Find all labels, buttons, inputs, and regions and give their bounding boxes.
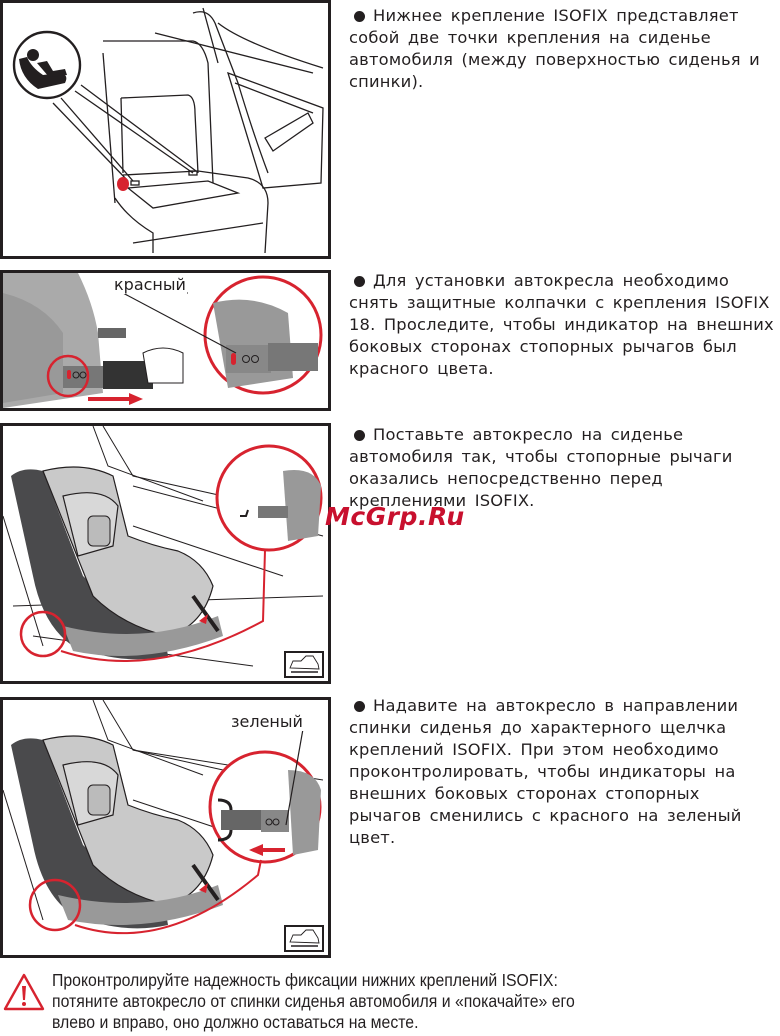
car-direction-icon: [285, 652, 323, 677]
bullet-icon: [354, 276, 365, 287]
step-3-text: Поставьте автокресло на сиденье автомобиля так, чтобы стопорные рычаги оказались непосредственно перед креплениями ISOFIX.: [349, 425, 733, 510]
child-seat-locked-drawing: [3, 700, 328, 955]
isofix-point-marker: [117, 177, 129, 191]
car-direction-icon: [285, 926, 323, 951]
red-indicator-label: красный: [114, 275, 186, 294]
step-4-text: Надавите на автокресло в направлении спинки сиденья до характерного щелчка креплений ISOFIX. При этом необходимо проконтролировать, чтобы индикаторы на внешних боковых сторонах стопорных рычагов сменились с красного на зеленый цвет.: [349, 696, 742, 847]
watermark: McGrp.Ru: [325, 502, 465, 531]
step-1-text: Нижнее крепление ISOFIX представляет собой две точки крепления на сиденье автомобиля (между поверхностью сиденья и спинки).: [349, 6, 760, 91]
bullet-icon: [354, 701, 365, 712]
step-2-text: Для установки автокресла необходимо снять защитные колпачки с крепления ISOFIX 18. Проследите, чтобы индикатор на внешних боковых сторонах стопорных рычагов был красного цвета.: [349, 271, 774, 378]
bullet-icon: [354, 430, 365, 441]
warning-note: [0, 968, 780, 1036]
warning-text: Проконтролируйте надежность фиксации нижних креплений ISOFIX: потяните автокресло от спинки сиденья автомобиля и «покачайте» его влево и вправо, оно должно оставаться на месте.: [52, 970, 575, 1032]
bullet-icon: [354, 11, 365, 22]
rear-seat-drawing: [3, 3, 328, 256]
child-seat-drawing: [3, 426, 328, 681]
green-indicator-label: зеленый: [231, 712, 303, 731]
illustration-green-indicator: [0, 697, 331, 958]
illustration-isofix-points: [0, 0, 331, 259]
warning-triangle-icon: [3, 972, 45, 1012]
illustration-place-seat: [0, 423, 331, 684]
